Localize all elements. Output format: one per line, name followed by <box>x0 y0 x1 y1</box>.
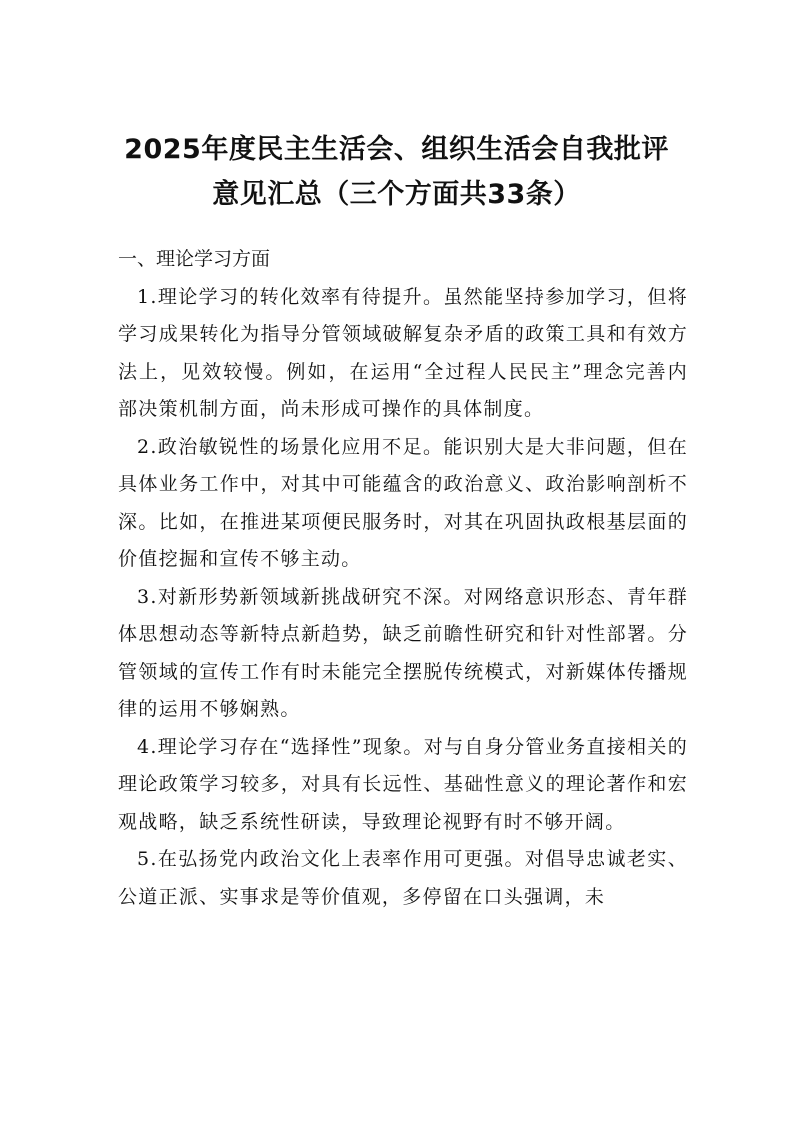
paragraph-item-3: 3.对新形势新领域新挑战研究不深。对网络意识形态、青年群体思想动态等新特点新趋势，缺乏前瞻性研究和针对性部署。分管领域的宣传工作有时未能完全摆脱传统模式，对新媒体传播规律的运用不够娴熟。 <box>118 585 688 720</box>
paragraph-item-4: 4.理论学习存在“选择性”现象。对与自身分管业务直接相关的理论政策学习较多，对具有长远性、基础性意义的理论著作和宏观战略，缺乏系统性研读，导致理论视野有时不够开阔。 <box>118 735 688 833</box>
paragraph-item-2: 2.政治敏锐性的场景化应用不足。能识别大是大非问题，但在具体业务工作中，对其中可能蕴含的政治意义、政治影响剖析不深。比如，在推进某项便民服务时，对其在巩固执政根基层面的价值挖掘和宣传不够主动。 <box>118 435 688 570</box>
paragraph-item-5: 5.在弘扬党内政治文化上表率作用可更强。对倡导忠诚老实、公道正派、实事求是等价值观，多停留在口头强调，未 <box>118 848 688 908</box>
document-title-line-2: 意见汇总（三个方面共33条） <box>212 179 581 210</box>
document-title-line-1: 2025年度民主生活会、组织生活会自我批评 <box>124 134 669 165</box>
document-body <box>118 241 688 916</box>
section-heading: 一、理论学习方面 <box>118 248 271 270</box>
paragraph-item-1: 1.理论学习的转化效率有待提升。虽然能坚持参加学习，但将学习成果转化为指导分管领域破解复杂矛盾的政策工具和有效方法上，见效较慢。例如，在运用“全过程人民民主”理念完善内部决策机制方面，尚未形成可操作的具体制度。 <box>118 285 688 420</box>
